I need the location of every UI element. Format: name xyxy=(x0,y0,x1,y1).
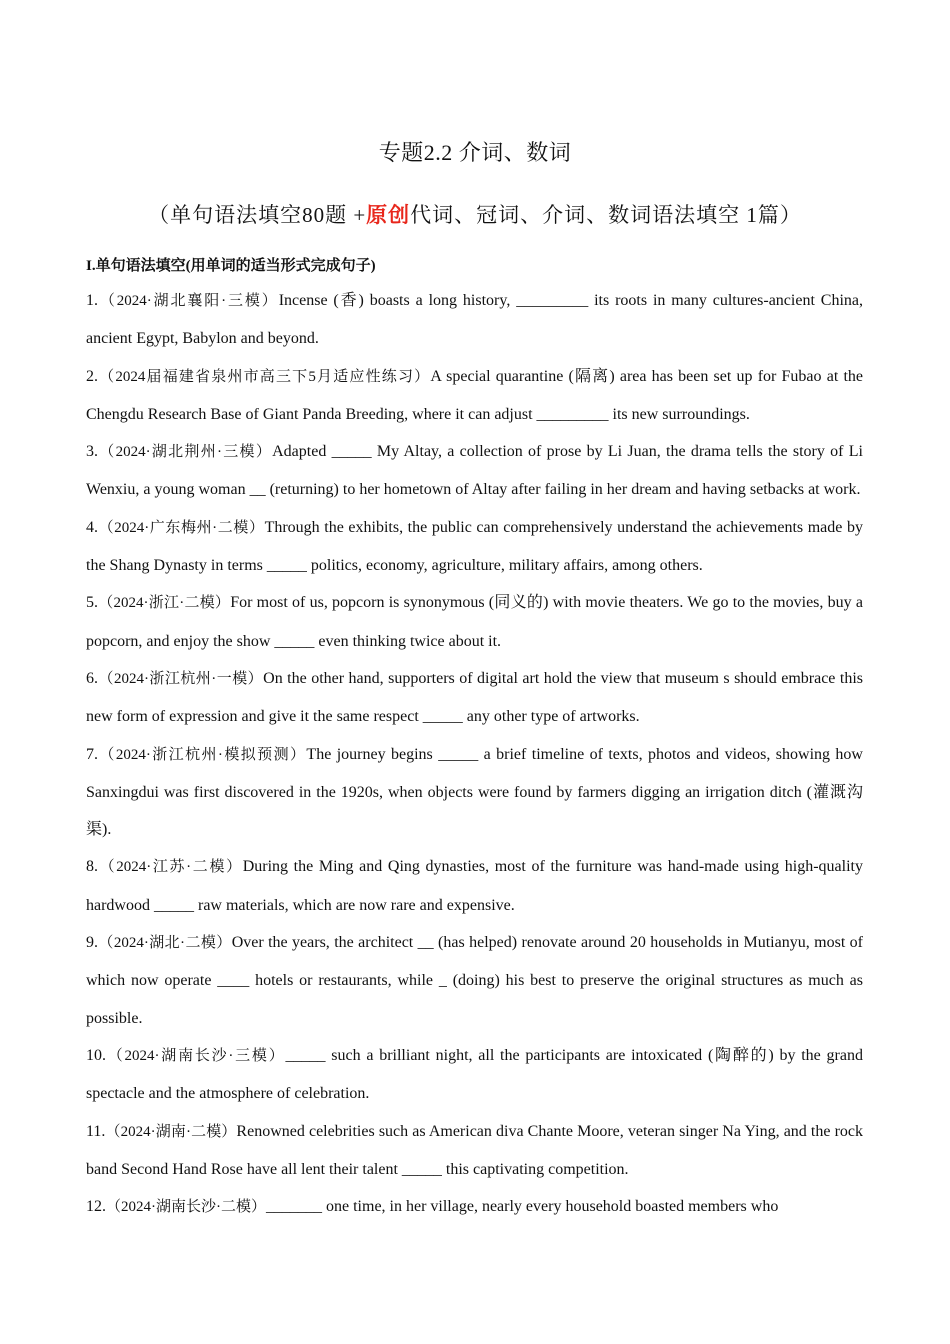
question-source: （2024·湖南长沙·二模） xyxy=(106,1199,266,1216)
question-source: （2024·广东梅州·二模） xyxy=(98,519,265,536)
question-text: A special quarantine (隔离) area has been set up for Fubao at the Chengdu Research Base of Giant Panda Breeding, where it can adjust _________ its new surroundings. xyxy=(86,367,863,423)
question-text: The journey begins _____ a brief timeline of texts, photos and videos, showing how Sanxingdui was first discovered in the 1920s, when objects were found by farmers digging an irrigation ditch (灌溉沟渠). xyxy=(86,745,863,839)
question-number: 9. xyxy=(86,934,98,952)
question-source: （2024·浙江杭州·一模） xyxy=(98,670,264,687)
question-source: （2024·湖南长沙·三模） xyxy=(106,1047,286,1064)
question-item xyxy=(86,509,863,585)
page-subtitle xyxy=(0,199,950,229)
subtitle-part2: 代词、冠词、介词、数词语法填空 1篇） xyxy=(410,203,802,227)
question-number: 3. xyxy=(86,443,98,461)
question-item xyxy=(86,736,863,849)
page-title: 专题2.2 介词、数词 xyxy=(378,140,572,165)
question-number: 10. xyxy=(86,1046,106,1064)
question-source: （2024·浙江·二模） xyxy=(98,595,231,612)
question-source: （2024·湖南·二模） xyxy=(105,1123,237,1140)
question-text: Over the years, the architect __ (has helped) renovate around 20 households in Mutianyu, most of which now operate ____ hotels or restaurants, while _ (doing) his best to preserve the original structures as much as possible. xyxy=(86,934,863,1027)
question-item xyxy=(86,924,863,1037)
question-text: Incense (香) boasts a long history, _________ its roots in many cultures-ancient China, ancient Egypt, Babylon and beyond. xyxy=(86,292,863,348)
question-source: （2024·湖北·二模） xyxy=(98,935,232,952)
question-item xyxy=(86,1188,863,1226)
question-number: 12. xyxy=(86,1198,106,1216)
question-source: （2024届福建省泉州市高三下5月适应性练习） xyxy=(98,368,431,385)
question-text: _______ one time, in her village, nearly every household boasted members who xyxy=(266,1198,779,1216)
question-number: 4. xyxy=(86,518,98,536)
question-item xyxy=(86,282,863,358)
question-text: Adapted _____ My Altay, a collection of prose by Li Juan, the drama tells the story of Li Wenxiu, a young woman __ (returning) to her hometown of Altay after failing in her dream and having setbacks at work. xyxy=(86,443,863,499)
question-item xyxy=(86,358,863,434)
question-text: During the Ming and Qing dynasties, most of the furniture was hand-made using high-quality hardwood _____ raw materials, which are now rare and expensive. xyxy=(86,858,863,914)
question-number: 2. xyxy=(86,367,98,385)
question-item xyxy=(86,433,863,509)
question-text: Renowned celebrities such as American diva Chante Moore, veteran singer Na Ying, and the rock band Second Hand Rose have all lent their talent _____ this captivating competition. xyxy=(86,1122,863,1178)
question-text: _____ such a brilliant night, all the participants are intoxicated (陶醉的) by the grand spectacle and the atmosphere of celebration. xyxy=(86,1046,863,1103)
question-number: 7. xyxy=(86,745,98,763)
question-list xyxy=(86,282,863,1226)
question-number: 6. xyxy=(86,669,98,687)
question-source: （2024·湖北荆州·三模） xyxy=(98,444,273,461)
question-source: （2024·湖北襄阳·三模） xyxy=(98,293,279,309)
question-number: 11. xyxy=(86,1122,106,1140)
question-number: 5. xyxy=(86,594,98,612)
question-number: 8. xyxy=(86,858,98,876)
section-heading: I.单句语法填空(用单词的适当形式完成句子) xyxy=(86,258,376,274)
question-number: 1. xyxy=(86,292,98,309)
question-text: On the other hand, supporters of digital art hold the view that museum s should embrace this new form of expression and give it the same respect _____ any other type of artworks. xyxy=(86,669,863,726)
question-item xyxy=(86,584,863,660)
question-item xyxy=(86,1113,863,1189)
question-item xyxy=(86,848,863,924)
question-item xyxy=(86,1037,863,1113)
question-item xyxy=(86,660,863,736)
question-source: （2024·江苏·二模） xyxy=(98,859,243,876)
question-source: （2024·浙江杭州·模拟预测） xyxy=(98,746,307,763)
subtitle-highlight: 原创 xyxy=(366,203,411,227)
subtitle-part1: （单句语法填空80题 + xyxy=(148,203,367,227)
question-text: Through the exhibits, the public can comprehensively understand the achievements made by the Shang Dynasty in terms _____ politics, economy, agriculture, military affairs, among others. xyxy=(86,518,863,575)
question-text: For most of us, popcorn is synonymous (同义的) with movie theaters. We go to the movies, buy a popcorn, and enjoy the show _____ even thinking twice about it. xyxy=(86,594,863,650)
